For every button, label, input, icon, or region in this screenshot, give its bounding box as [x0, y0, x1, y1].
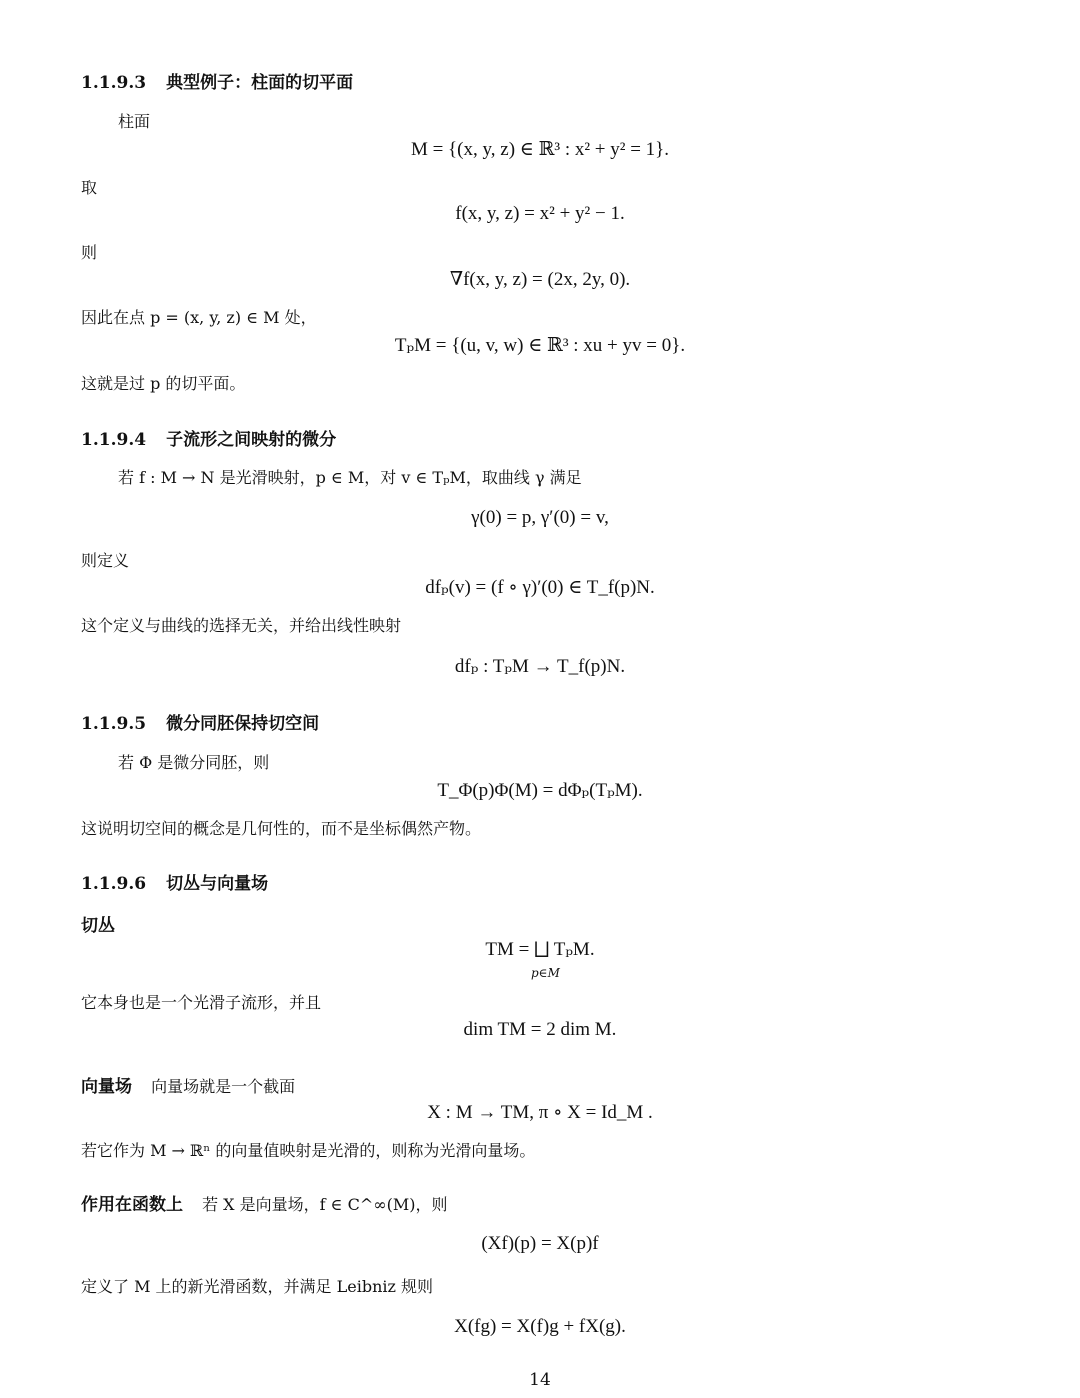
section-number: 1.1.9.5	[81, 714, 147, 734]
equation: X : M → TM, π ∘ X = Id_M .	[427, 1102, 653, 1123]
equation: M = {(x, y, z) ∈ ℝ³ : x² + y² = 1}.	[410, 139, 670, 160]
paragraph-label: 向量场	[81, 1077, 132, 1097]
equation: X(fg) = X(f)g + fX(g).	[454, 1316, 626, 1337]
section-heading-1-1-9-5	[81, 709, 319, 734]
section-number: 1.1.9.6	[81, 874, 147, 894]
equation: TM = ⨆ TₚM.	[485, 939, 595, 960]
equation: f(x, y, z) = x² + y² − 1.	[455, 203, 625, 224]
labeled-paragraph	[81, 1072, 295, 1097]
paragraph: 取	[81, 178, 98, 197]
equation: dfₚ(v) = (f ∘ γ)′(0) ∈ T_f(p)N.	[425, 577, 655, 598]
equation: dim TM = 2 dim M.	[463, 1019, 617, 1040]
paragraph: 这就是过 p 的切平面。	[81, 374, 246, 393]
equation: TₚM = {(u, v, w) ∈ ℝ³ : xu + yv = 0}.	[394, 335, 686, 356]
paragraph: 柱面	[118, 112, 151, 131]
section-title: 典型例子：柱面的切平面	[166, 73, 354, 93]
paragraph: 向量场就是一个截面	[151, 1077, 296, 1096]
paragraph: 这说明切空间的概念是几何性的，而不是坐标偶然产物。	[81, 819, 482, 838]
labeled-paragraph	[81, 1190, 447, 1215]
page-number: 14	[529, 1370, 551, 1390]
section-number: 1.1.9.4	[81, 430, 147, 450]
paragraph-label: 作用在函数上	[81, 1195, 183, 1215]
paragraph: 则	[81, 243, 98, 262]
paragraph: 因此在点 p = (x, y, z) ∈ M 处，	[81, 308, 317, 327]
section-number: 1.1.9.3	[81, 73, 147, 93]
equation: ∇f(x, y, z) = (2x, 2y, 0).	[449, 269, 631, 290]
paragraph: 定义了 M 上的新光滑函数，并满足 Leibniz 规则	[81, 1277, 434, 1296]
paragraph: 它本身也是一个光滑子流形，并且	[81, 993, 322, 1012]
equation: γ(0) = p, γ′(0) = v,	[471, 507, 609, 528]
equation-subscript: p∈M	[531, 966, 560, 980]
paragraph-label: 切丛	[81, 916, 115, 936]
section-heading-1-1-9-3	[81, 68, 353, 93]
paragraph: 若 Φ 是微分同胚，则	[118, 753, 270, 772]
paragraph: 若 f : M → N 是光滑映射，p ∈ M，对 v ∈ TₚM，取曲线 γ 满足	[118, 468, 582, 487]
equation: dfₚ : TₚM → T_f(p)N.	[454, 656, 626, 677]
section-title: 切丛与向量场	[166, 874, 269, 894]
equation: T_Φ(p)Φ(M) = dΦₚ(TₚM).	[437, 780, 643, 801]
section-title: 微分同胚保持切空间	[166, 714, 320, 734]
paragraph: 若它作为 M → ℝⁿ 的向量值映射是光滑的，则称为光滑向量场。	[81, 1141, 536, 1160]
equation: (Xf)(p) = X(p)f	[481, 1233, 599, 1254]
paragraph: 若 X 是向量场，f ∈ C^∞(M)，则	[202, 1195, 448, 1214]
section-heading-1-1-9-6	[81, 869, 268, 894]
paragraph: 这个定义与曲线的选择无关，并给出线性映射	[81, 616, 402, 635]
paragraph: 则定义	[81, 551, 130, 570]
section-heading-1-1-9-4	[81, 425, 336, 450]
section-title: 子流形之间映射的微分	[166, 430, 337, 450]
